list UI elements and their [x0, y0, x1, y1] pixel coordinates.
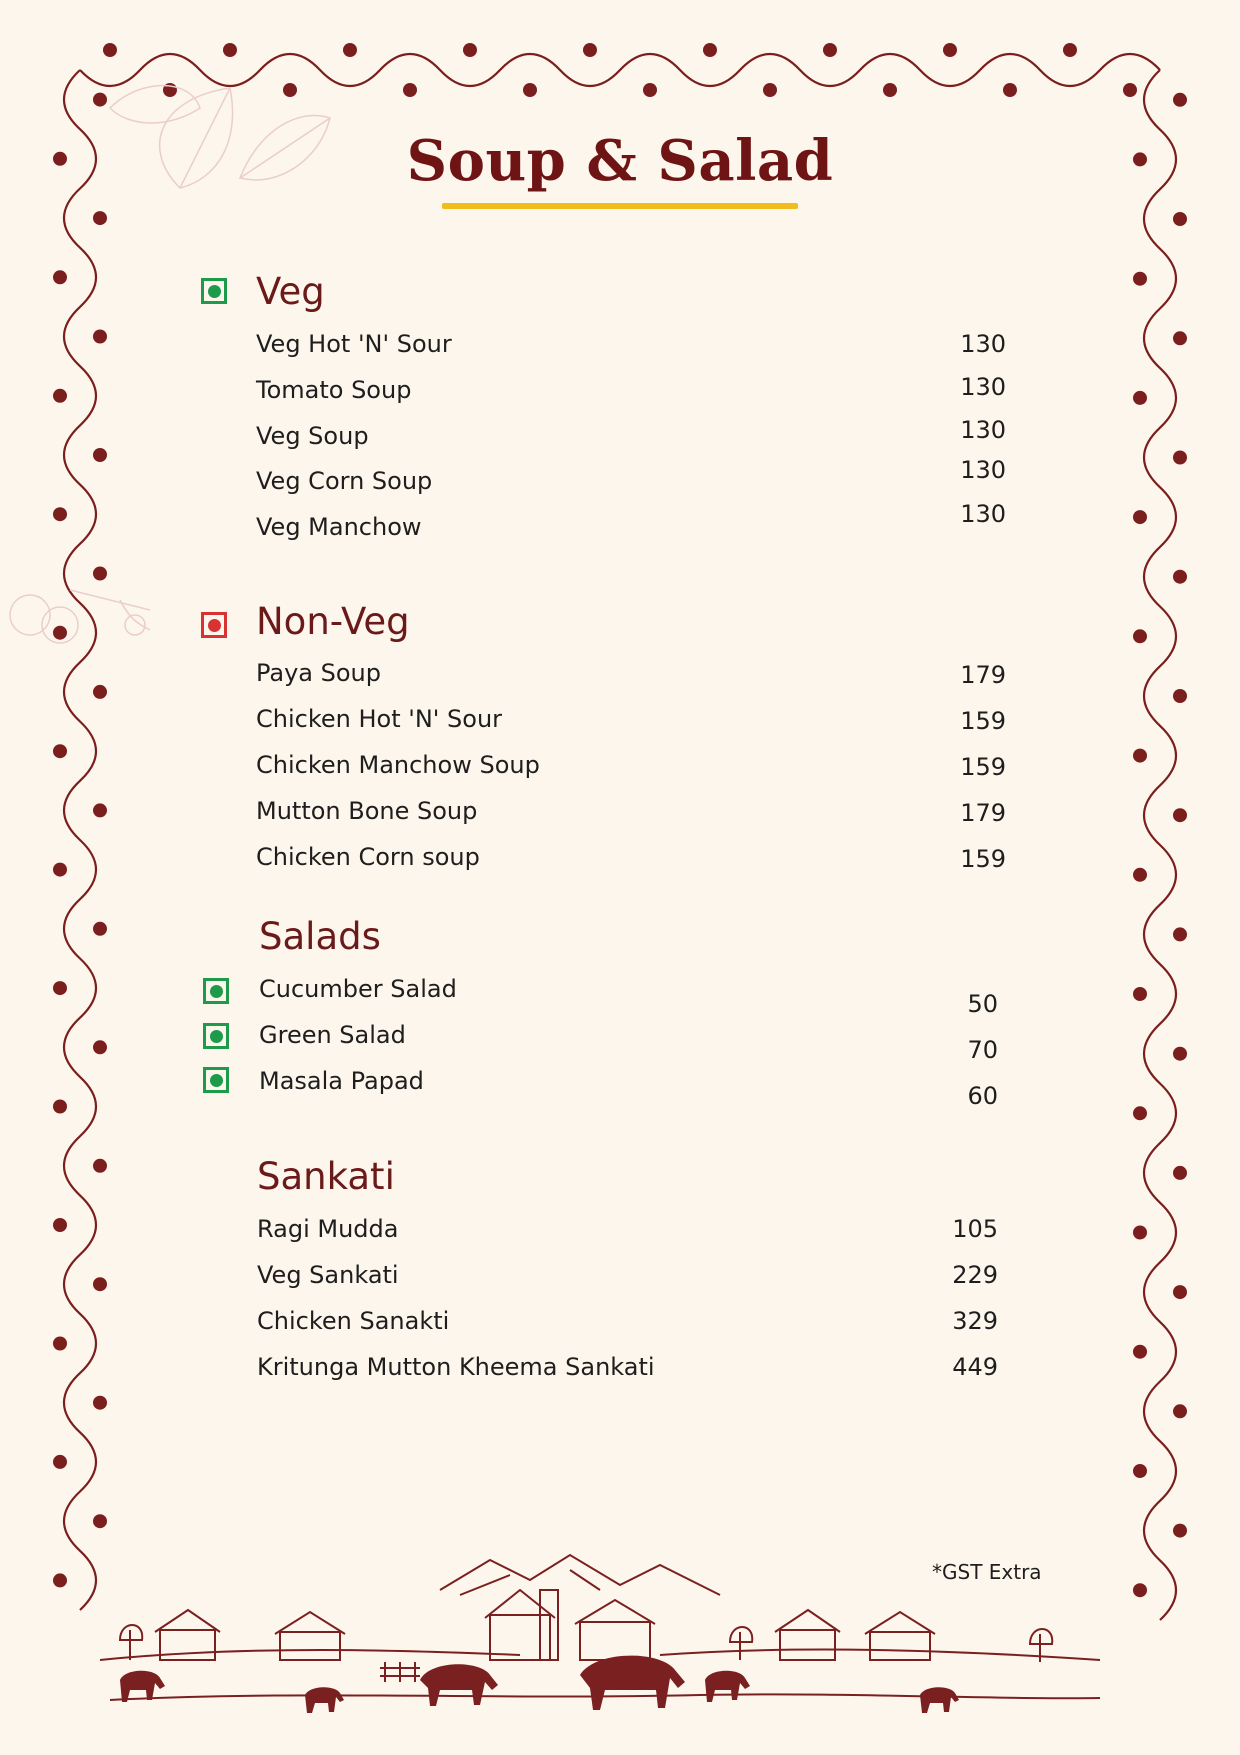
border-dot — [823, 43, 837, 57]
border-dot — [53, 1100, 67, 1114]
border-dot — [403, 83, 417, 97]
menu-item: Veg Manchow — [256, 513, 422, 541]
border-dot — [1173, 689, 1187, 703]
border-dot — [1173, 570, 1187, 584]
veg-mark-icon — [203, 978, 229, 1004]
border-dot — [53, 863, 67, 877]
section-title-veg: Veg — [256, 270, 325, 313]
menu-item-price: 130 — [960, 500, 1006, 528]
menu-item-price: 159 — [960, 845, 1006, 873]
border-dot — [1173, 1404, 1187, 1418]
border-dot — [1133, 510, 1147, 524]
border-dot — [93, 1396, 107, 1410]
border-dot — [1063, 43, 1077, 57]
border-dot — [583, 43, 597, 57]
menu-item-price: 70 — [967, 1036, 998, 1064]
border-dot — [1133, 1583, 1147, 1597]
border-dot — [53, 981, 67, 995]
border-dot — [53, 1573, 67, 1587]
veg-mark-icon — [203, 1067, 229, 1093]
border-dot — [1173, 1285, 1187, 1299]
title-underline — [442, 203, 798, 209]
border-dot — [523, 83, 537, 97]
veg-mark-icon — [203, 1023, 229, 1049]
border-dot — [1133, 1345, 1147, 1359]
menu-item: Tomato Soup — [256, 376, 412, 404]
border-dot — [1133, 1464, 1147, 1478]
menu-item: Veg Hot 'N' Sour — [256, 330, 452, 358]
border-dot — [343, 43, 357, 57]
border-dot — [883, 83, 897, 97]
menu-item: Paya Soup — [256, 659, 382, 687]
gst-note: *GST Extra — [932, 1560, 1042, 1584]
farm-scene-illustration — [100, 1550, 1100, 1750]
menu-item-price: 60 — [967, 1082, 998, 1110]
menu-item: Green Salad — [259, 1021, 406, 1049]
border-dot — [1173, 808, 1187, 822]
border-dot — [93, 1159, 107, 1173]
menu-item-price: 329 — [952, 1307, 998, 1335]
border-dot — [1173, 927, 1187, 941]
border-dot — [53, 389, 67, 403]
menu-item: Veg Sankati — [257, 1261, 399, 1289]
menu-item: Ragi Mudda — [257, 1215, 399, 1243]
section-title-salads: Salads — [259, 915, 381, 958]
border-dot — [93, 1514, 107, 1528]
menu-item: Chicken Hot 'N' Sour — [256, 705, 503, 733]
menu-item: Veg Corn Soup — [256, 467, 433, 495]
menu-item: Mutton Bone Soup — [256, 797, 478, 825]
border-dot — [93, 803, 107, 817]
border-dot — [93, 1040, 107, 1054]
border-dot — [1173, 93, 1187, 107]
border-dot — [93, 330, 107, 344]
border-dot — [1003, 83, 1017, 97]
menu-item-price: 159 — [960, 707, 1006, 735]
border-dot — [1173, 331, 1187, 345]
menu-item-price: 130 — [960, 416, 1006, 444]
border-dot — [93, 448, 107, 462]
border-wave — [64, 70, 96, 1610]
border-dot — [1173, 1524, 1187, 1538]
border-dot — [1133, 629, 1147, 643]
border-dot — [1133, 272, 1147, 286]
menu-item-price: 179 — [960, 799, 1006, 827]
border-dot — [93, 922, 107, 936]
menu-item-price: 130 — [960, 330, 1006, 358]
border-dot — [1173, 1166, 1187, 1180]
border-dot — [1133, 1226, 1147, 1240]
border-dot — [1173, 451, 1187, 465]
menu-item-price: 50 — [967, 990, 998, 1018]
border-dot — [53, 507, 67, 521]
border-dot — [53, 1218, 67, 1232]
border-dot — [463, 43, 477, 57]
border-dot — [1133, 1106, 1147, 1120]
border-dot — [1123, 83, 1137, 97]
border-dot — [703, 43, 717, 57]
border-dot — [53, 270, 67, 284]
border-dot — [1133, 868, 1147, 882]
border-dot — [1173, 1047, 1187, 1061]
border-dot — [93, 1277, 107, 1291]
veg-mark-icon — [201, 278, 227, 304]
menu-item: Chicken Corn soup — [256, 843, 480, 871]
menu-item: Chicken Sanakti — [257, 1307, 450, 1335]
menu-item: Chicken Manchow Soup — [256, 751, 540, 779]
border-dot — [763, 83, 777, 97]
menu-item: Kritunga Mutton Kheema Sankati — [257, 1353, 655, 1381]
nonveg-mark-icon — [201, 612, 227, 638]
border-dot — [643, 83, 657, 97]
border-dot — [93, 685, 107, 699]
section-title-nonveg: Non-Veg — [256, 600, 410, 643]
border-dot — [1133, 987, 1147, 1001]
border-dot — [1133, 749, 1147, 763]
menu-item-price: 105 — [952, 1215, 998, 1243]
border-wave — [1144, 70, 1176, 1620]
border-dot — [53, 1455, 67, 1469]
menu-item-price: 130 — [960, 456, 1006, 484]
section-title-sankati: Sankati — [257, 1155, 395, 1198]
menu-item-price: 159 — [960, 753, 1006, 781]
border-dot — [103, 43, 117, 57]
border-dot — [93, 211, 107, 225]
menu-item-price: 449 — [952, 1353, 998, 1381]
menu-item-price: 179 — [960, 661, 1006, 689]
border-dot — [1173, 212, 1187, 226]
page-title: Soup & Salad — [406, 128, 834, 194]
border-dot — [943, 43, 957, 57]
border-dot — [223, 43, 237, 57]
menu-item: Masala Papad — [259, 1067, 424, 1095]
menu-item: Veg Soup — [256, 422, 369, 450]
spice-illustration — [0, 570, 160, 660]
border-dot — [53, 744, 67, 758]
menu-item-price: 130 — [960, 373, 1006, 401]
menu-item: Cucumber Salad — [259, 975, 457, 1003]
border-dot — [53, 1337, 67, 1351]
border-dot — [1133, 391, 1147, 405]
menu-item-price: 229 — [952, 1261, 998, 1289]
